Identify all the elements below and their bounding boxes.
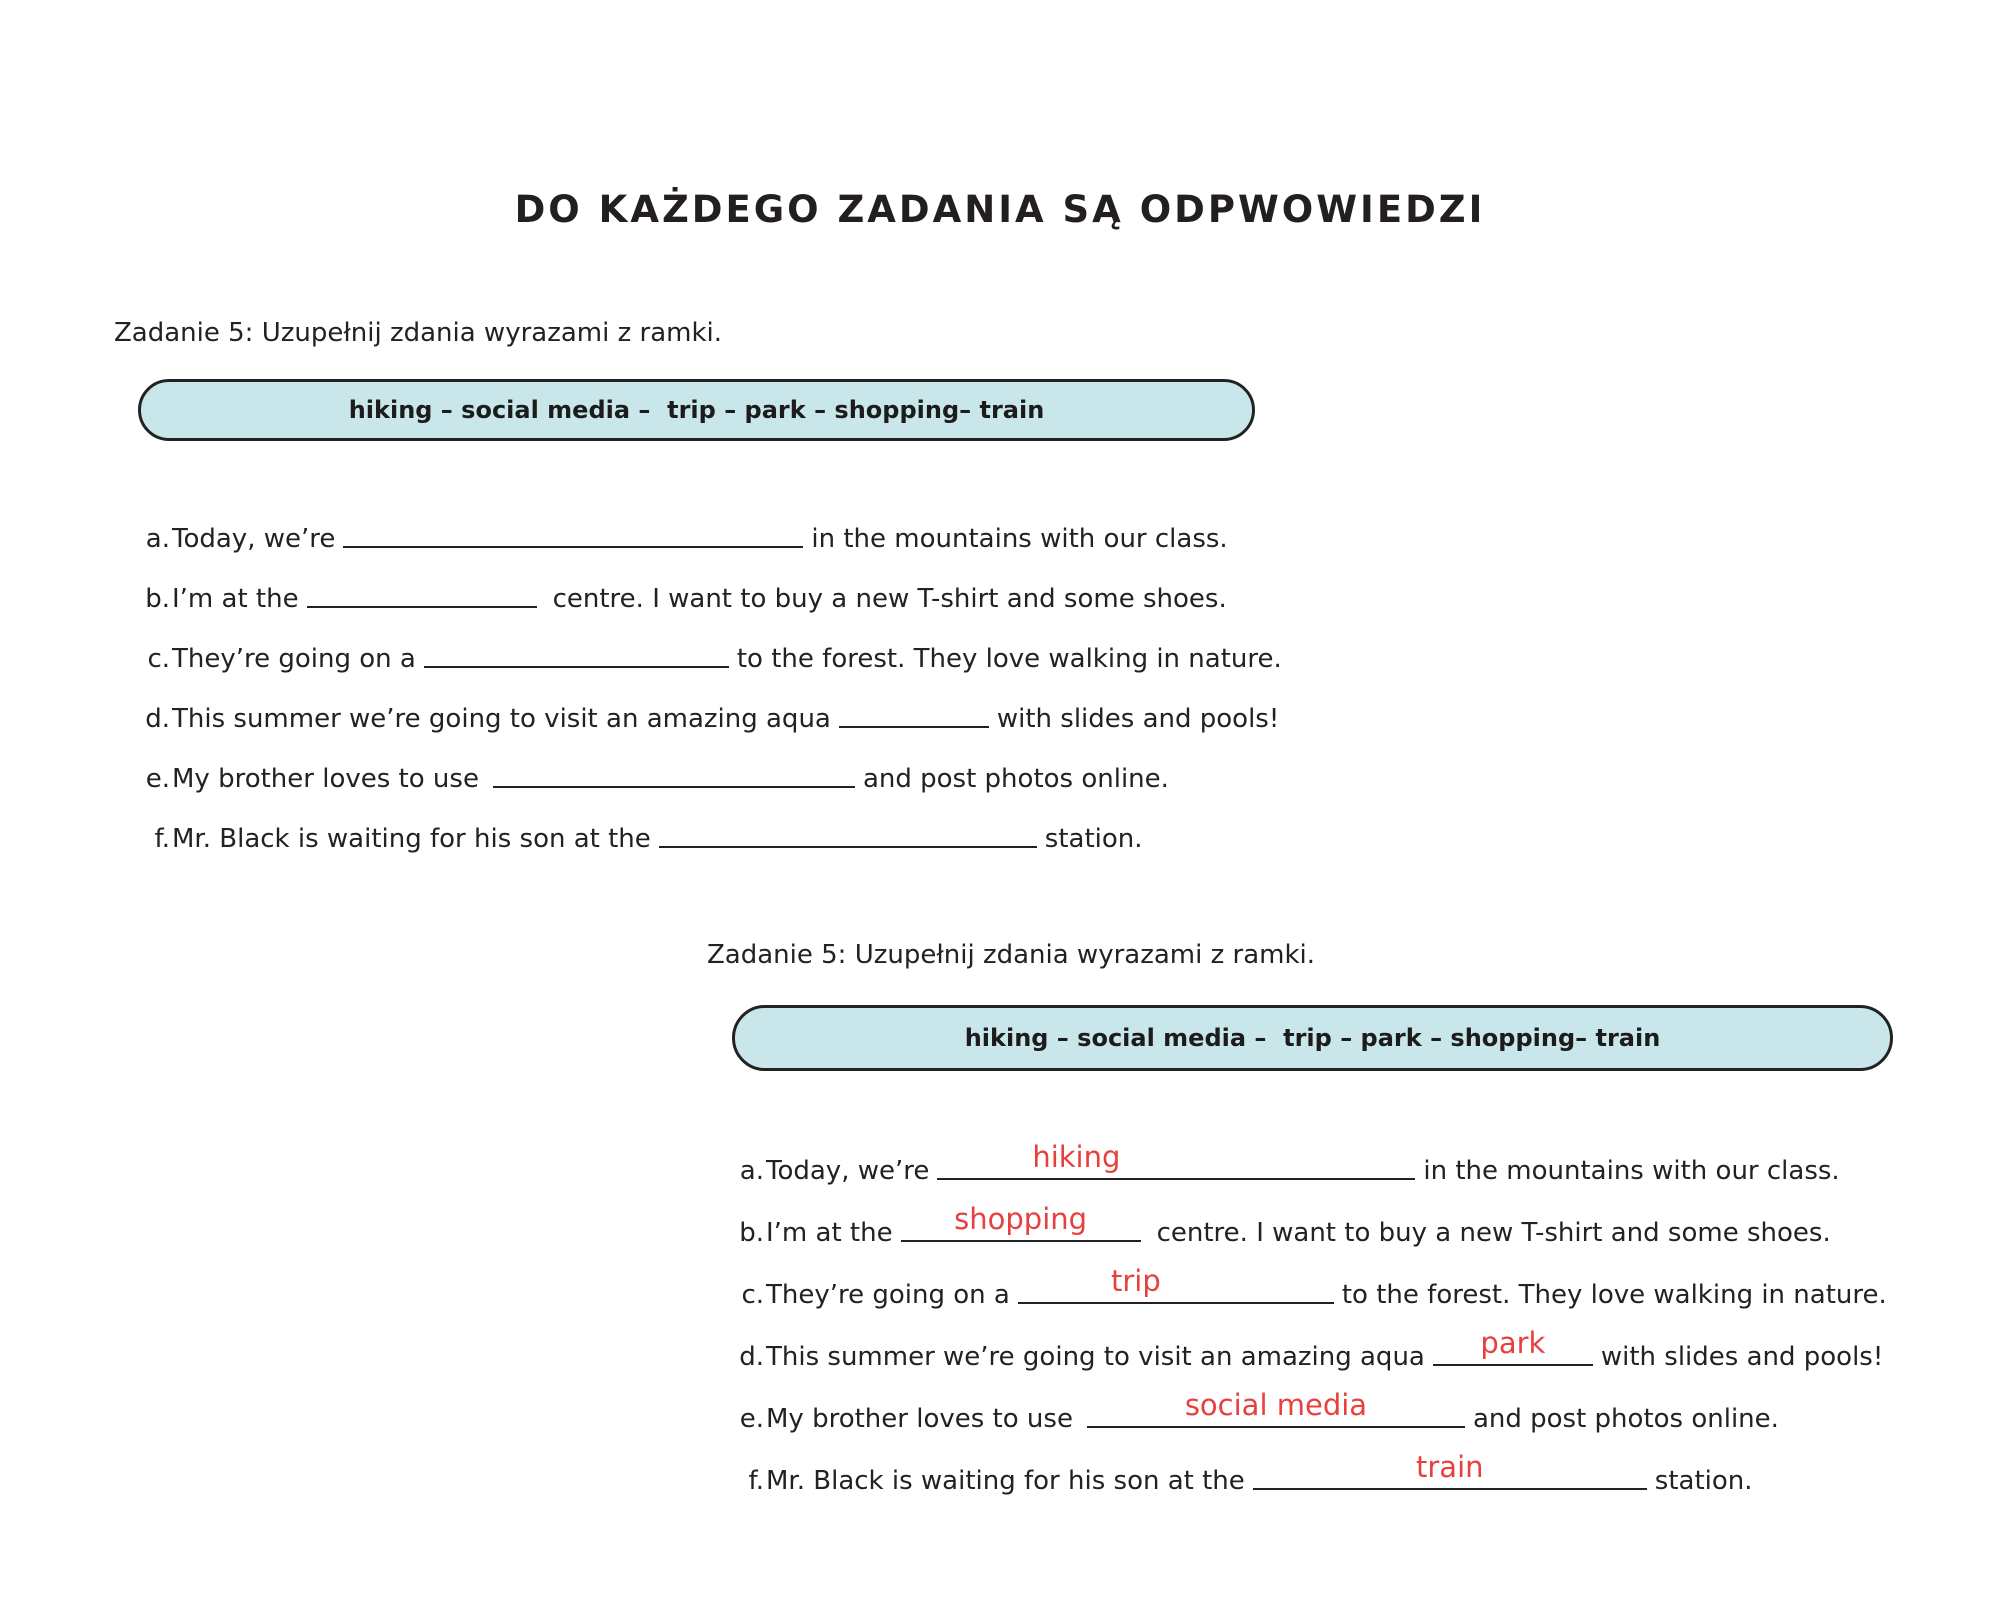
answer-text: shopping bbox=[954, 1202, 1088, 1236]
sentence-marker: a. bbox=[145, 524, 170, 554]
sentence-before: I’m at the bbox=[172, 584, 299, 614]
answer-text: social media bbox=[1184, 1388, 1368, 1422]
sentence-marker: f. bbox=[154, 824, 170, 854]
sentence-after: with slides and pools! bbox=[1600, 1342, 1884, 1372]
instruction: Zadanie 5: Uzupełnij zdania wyrazami z ramki. bbox=[707, 940, 1316, 970]
sentence-marker: c. bbox=[741, 1280, 764, 1310]
answer-text: train bbox=[1416, 1450, 1484, 1484]
sentence-before: Mr. Black is waiting for his son at the bbox=[766, 1466, 1245, 1496]
sentence-before: Today, we’re bbox=[766, 1156, 930, 1186]
sentence-f bbox=[736, 1434, 1887, 1496]
sentence-marker: e. bbox=[145, 764, 170, 794]
word-box: hiking – social media – trip – park – shopping– train bbox=[138, 379, 1255, 441]
answer-blank[interactable] bbox=[1253, 1450, 1647, 1490]
instruction: Zadanie 5: Uzupełnij zdania wyrazami z ramki. bbox=[114, 318, 723, 348]
sentence-after: to the forest. They love walking in nature. bbox=[736, 644, 1282, 674]
answer-text: hiking bbox=[1032, 1140, 1121, 1174]
answer-blank[interactable] bbox=[937, 1140, 1415, 1180]
sentence-before: They’re going on a bbox=[172, 644, 416, 674]
sentence-marker: d. bbox=[739, 1342, 764, 1372]
sentence-after: station. bbox=[1044, 824, 1143, 854]
sentence-e bbox=[736, 1372, 1887, 1434]
sentence-marker: a. bbox=[739, 1156, 764, 1186]
answer-blank[interactable] bbox=[1087, 1388, 1465, 1428]
word-box: hiking – social media – trip – park – shopping– train bbox=[732, 1005, 1893, 1071]
answer-text: trip bbox=[1110, 1264, 1161, 1298]
sentence-after: with slides and pools! bbox=[996, 704, 1280, 734]
sentence-before: Today, we’re bbox=[172, 524, 336, 554]
sentence-before: My brother loves to use bbox=[172, 764, 479, 794]
answer-text: park bbox=[1480, 1326, 1546, 1360]
sentence-marker: d. bbox=[145, 704, 170, 734]
sentence-before: I’m at the bbox=[766, 1218, 893, 1248]
sentence-after: centre. I want to buy a new T-shirt and some shoes. bbox=[552, 584, 1227, 614]
sentence-marker: e. bbox=[739, 1404, 764, 1434]
sentence-c bbox=[736, 1248, 1887, 1310]
sentence-marker: b. bbox=[145, 584, 170, 614]
answer-blank[interactable] bbox=[1433, 1326, 1593, 1366]
sentence-marker: c. bbox=[147, 644, 170, 674]
sentence-after: station. bbox=[1654, 1466, 1753, 1496]
sentence-a bbox=[736, 1124, 1887, 1186]
sentence-b bbox=[736, 1186, 1887, 1248]
sentence-before: My brother loves to use bbox=[766, 1404, 1073, 1434]
answer-blank[interactable] bbox=[1018, 1264, 1334, 1304]
sentence-after: centre. I want to buy a new T-shirt and some shoes. bbox=[1156, 1218, 1831, 1248]
sentence-before: Mr. Black is waiting for his son at the bbox=[172, 824, 651, 854]
sentence-after: to the forest. They love walking in nature. bbox=[1341, 1280, 1887, 1310]
sentence-after: and post photos online. bbox=[862, 764, 1169, 794]
sentence-before: This summer we’re going to visit an amazing aqua bbox=[766, 1342, 1425, 1372]
sentence-marker: f. bbox=[748, 1466, 764, 1496]
answer-blank[interactable] bbox=[901, 1202, 1141, 1242]
sentence-after: in the mountains with our class. bbox=[1423, 1156, 1840, 1186]
sentence-after: in the mountains with our class. bbox=[811, 524, 1228, 554]
sentence-after: and post photos online. bbox=[1472, 1404, 1779, 1434]
page-title: DO KAŻDEGO ZADANIA SĄ ODPWOWIEDZI bbox=[514, 188, 1486, 231]
sentence-list bbox=[736, 1124, 1887, 1496]
sentence-d bbox=[736, 1310, 1887, 1372]
sentence-marker: b. bbox=[739, 1218, 764, 1248]
sentence-before: This summer we’re going to visit an amazing aqua bbox=[172, 704, 831, 734]
sentence-before: They’re going on a bbox=[766, 1280, 1010, 1310]
